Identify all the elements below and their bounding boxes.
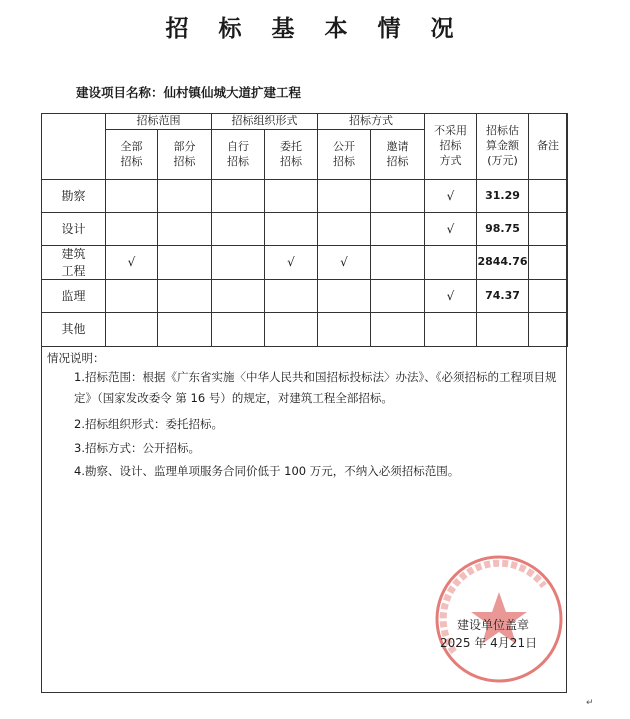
cell-method-invite: [371, 213, 425, 246]
cell-org-self: [212, 213, 265, 246]
project-name: 建设项目名称：仙村镇仙城大道扩建工程: [76, 85, 302, 100]
row-label: 勘察: [42, 180, 106, 213]
cell-method-invite: [371, 280, 425, 313]
cell-method-invite: [371, 246, 425, 280]
table-row: [42, 313, 568, 347]
table-row: [42, 180, 568, 213]
cell-not-adopt: √: [425, 280, 477, 313]
cell-scope-part: [158, 180, 212, 213]
cell-method-open: [318, 313, 371, 347]
cell-scope-all: [106, 180, 158, 213]
cell-remark: [529, 180, 568, 213]
cell-org-self: [212, 180, 265, 213]
cell-amount: 74.37: [477, 280, 529, 313]
cell-remark: [529, 313, 568, 347]
cell-scope-part: [158, 246, 212, 280]
cell-method-open: [318, 180, 371, 213]
cell-not-adopt: [425, 313, 477, 347]
table-row: [42, 246, 568, 280]
cell-amount: 98.75: [477, 213, 529, 246]
note-item: 3.招标方式：公开招标。: [74, 441, 200, 455]
cell-org-self: [212, 280, 265, 313]
header-scope-part: 部分 招标: [158, 130, 212, 180]
cell-org-entrust: [265, 213, 318, 246]
header-method: 招标方式: [318, 114, 425, 130]
cell-not-adopt: [425, 246, 477, 280]
cell-method-open: √: [318, 246, 371, 280]
return-mark: ↵: [586, 698, 594, 708]
cell-scope-part: [158, 313, 212, 347]
notes-heading: 情况说明：: [47, 351, 105, 365]
cell-org-self: [212, 246, 265, 280]
note-item: 1.招标范围：根据《广东省实施〈中华人民共和国招标投标法〉办法》、《必须招标的工程项目规定》（国家发改委令 第 16 号）的规定，对建筑工程全部招标。: [74, 370, 557, 405]
cell-scope-all: [106, 280, 158, 313]
note-item: 4.勘察、设计、监理单项服务合同价低于 100 万元，不纳入必须招标范围。: [74, 464, 460, 478]
bidding-table: [41, 113, 568, 347]
header-method-invite: 邀请 招标: [371, 130, 425, 180]
cell-scope-all: [106, 213, 158, 246]
cell-scope-part: [158, 213, 212, 246]
seal-label: 建设单位盖章: [457, 618, 530, 632]
cell-org-entrust: [265, 313, 318, 347]
cell-scope-all: √: [106, 246, 158, 280]
cell-amount: 2844.76: [477, 246, 529, 280]
cell-not-adopt: √: [425, 213, 477, 246]
header-not-adopt: 不采用 招标 方式: [425, 114, 477, 180]
table-row: [42, 213, 568, 246]
cell-remark: [529, 246, 568, 280]
cell-not-adopt: √: [425, 180, 477, 213]
cell-remark: [529, 280, 568, 313]
cell-method-open: [318, 213, 371, 246]
header-org: 招标组织形式: [212, 114, 318, 130]
cell-org-entrust: [265, 280, 318, 313]
cell-org-entrust: [265, 180, 318, 213]
cell-org-entrust: √: [265, 246, 318, 280]
cell-org-self: [212, 313, 265, 347]
cell-method-open: [318, 280, 371, 313]
seal-date: 2025 年 4月21日: [440, 636, 538, 650]
row-label: 建筑 工程: [42, 246, 106, 280]
header-remark: 备注: [529, 114, 568, 180]
row-label: 其他: [42, 313, 106, 347]
cell-scope-part: [158, 280, 212, 313]
page-title: 招 标 基 本 情 况: [165, 15, 465, 42]
header-scope: 招标范围: [106, 114, 212, 130]
table-row: [42, 280, 568, 313]
header-method-open: 公开 招标: [318, 130, 371, 180]
header-org-self: 自行 招标: [212, 130, 265, 180]
cell-amount: [477, 313, 529, 347]
header-org-entrust: 委托 招标: [265, 130, 318, 180]
cell-method-invite: [371, 313, 425, 347]
header-amount: 招标估 算金额 (万元): [477, 114, 529, 180]
header-scope-all: 全部 招标: [106, 130, 158, 180]
cell-amount: 31.29: [477, 180, 529, 213]
cell-scope-all: [106, 313, 158, 347]
cell-method-invite: [371, 180, 425, 213]
note-item: 2.招标组织形式：委托招标。: [74, 417, 223, 431]
row-label: 设计: [42, 213, 106, 246]
corner-cell: [42, 114, 106, 180]
row-label: 监理: [42, 280, 106, 313]
cell-remark: [529, 213, 568, 246]
